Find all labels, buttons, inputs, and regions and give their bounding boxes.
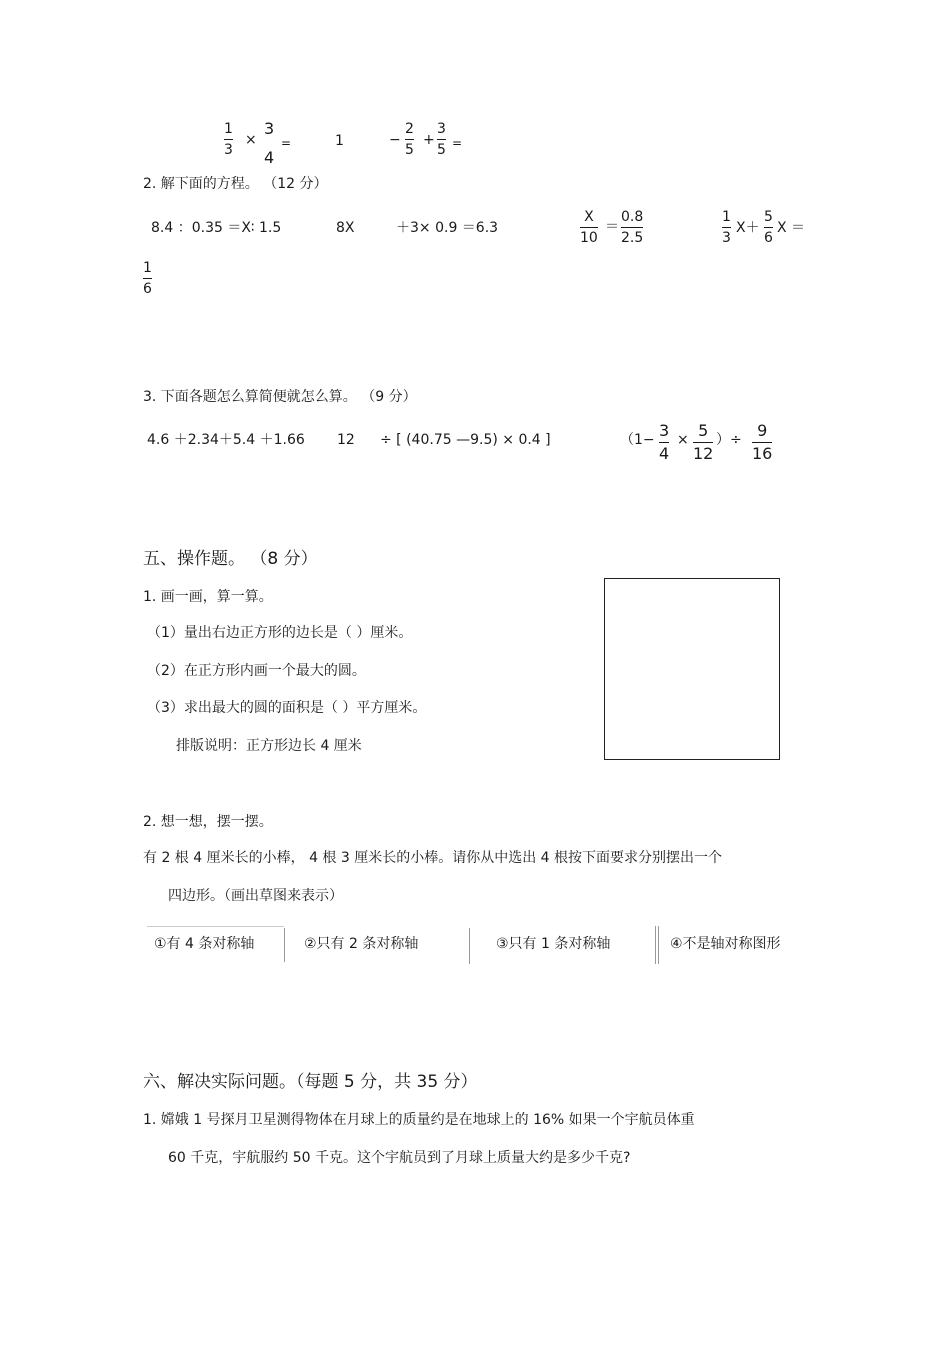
section-5-step-1: （1）量出右边正方形的边长是（ ）厘米。: [147, 625, 413, 641]
numerator: 9: [757, 421, 768, 440]
section-5-q2: 2. 想一想，摆一摆。: [143, 814, 273, 830]
table-divider: [284, 928, 285, 962]
numerator: 1: [224, 121, 233, 137]
fraction-x-10: [580, 210, 598, 245]
times-sign: ×: [245, 132, 257, 148]
problem-1-line-2: 60 千克，宇航服约 50 千克。这个宇航员到了月球上质量大约是多少千克?: [168, 1150, 631, 1166]
times-sign: ×: [677, 432, 689, 448]
denominator: 4: [264, 148, 275, 167]
fraction-0.8-2.5: [621, 210, 643, 245]
calc-2-expression: ÷ [ (40.75 —9.5) × 0.4 ]: [380, 432, 551, 448]
table-divider: [655, 926, 656, 964]
denominator: 3: [722, 230, 731, 246]
question-3-title: 3. 下面各题怎么算简便就怎么算。 （9 分）: [143, 389, 417, 405]
equals-sign: =: [281, 136, 292, 150]
denominator: 10: [580, 230, 598, 246]
plus-sign: +: [423, 132, 435, 148]
equation-4-part: X ＝: [777, 220, 806, 236]
fraction-1-3: [722, 210, 731, 245]
calc-1: 4.6 ＋2.34＋5.4 ＋1.66: [147, 432, 305, 448]
numerator: 3: [264, 119, 275, 138]
table-cell: ③只有 1 条对称轴: [496, 936, 611, 952]
numerator: 5: [764, 209, 773, 225]
table-cell: ④不是轴对称图形: [670, 936, 781, 952]
equation-4-part: X＋: [736, 220, 760, 236]
fraction-3-4: [659, 423, 669, 462]
problem-1-line-1: 1. 嫦娥 1 号探月卫星测得物体在月球上的质量约是在地球上的 16% 如果一个宇航员体重: [143, 1112, 695, 1128]
table-cell: ②只有 2 条对称轴: [304, 936, 419, 952]
fraction-3-5: [437, 122, 446, 157]
calc-3-close: ）÷: [716, 432, 742, 448]
numerator: 1: [722, 209, 731, 225]
numerator: 3: [659, 421, 670, 440]
section-5-q2-line-2: 四边形。（画出草图来表示）: [168, 888, 343, 904]
denominator: 5: [405, 142, 414, 158]
calc-2-number: 12: [337, 432, 355, 448]
denominator: 4: [659, 444, 670, 463]
denominator: 6: [764, 230, 773, 246]
table-divider: [469, 928, 470, 964]
table-cell: ①有 4 条对称轴: [154, 936, 255, 952]
equation-2-lhs: 8X: [336, 220, 355, 236]
equals-sign: ＝: [605, 219, 619, 235]
section-5-step-2: （2）在正方形内画一个最大的圆。: [147, 663, 366, 679]
numerator: 2: [405, 121, 414, 137]
section-5-title: 五、操作题。 （8 分）: [143, 549, 318, 569]
denominator: 2.5: [621, 230, 644, 246]
denominator: 3: [224, 142, 233, 158]
denominator: 16: [752, 444, 773, 463]
fraction-1-6: [143, 261, 152, 296]
numerator: 3: [437, 121, 446, 137]
fraction-5-12: [693, 423, 713, 462]
fraction-5-6: [764, 210, 773, 245]
equation-2-rhs: ＋3× 0.9 ＝6.3: [396, 220, 499, 236]
question-2-title: 2. 解下面的方程。 （12 分）: [143, 176, 328, 192]
table-divider: [658, 926, 659, 964]
layout-note: 排版说明：正方形边长 4 厘米: [176, 738, 362, 754]
denominator: 5: [437, 142, 446, 158]
equals-sign: =: [452, 136, 463, 150]
numerator: 0.8: [621, 209, 644, 225]
numerator: 5: [698, 421, 709, 440]
denominator: 6: [143, 281, 152, 297]
denominator: 12: [693, 444, 714, 463]
number-one: 1: [335, 133, 344, 149]
section-6-title: 六、解决实际问题。（每题 5 分，共 35 分）: [143, 1072, 478, 1092]
section-5-q2-line-1: 有 2 根 4 厘米长的小棒， 4 根 3 厘米长的小棒。请你从中选出 4 根按下面要求分别摆出一个: [143, 850, 723, 866]
fraction-3-4: [264, 121, 274, 166]
fraction-2-5: [405, 122, 414, 157]
square-figure: [604, 578, 780, 760]
equation-1: 8.4 ：0.35 ＝X∶ 1.5: [151, 220, 282, 236]
numerator: X: [584, 209, 594, 225]
section-5-q1: 1. 画一画，算一算。: [143, 589, 273, 605]
numerator: 1: [143, 260, 152, 276]
calc-3-open: （1−: [620, 432, 655, 448]
table-top-rule: [147, 926, 284, 927]
fraction-1-3: [224, 122, 233, 157]
minus-sign: −: [389, 132, 401, 148]
fraction-9-16: [752, 423, 772, 462]
section-5-step-3: （3）求出最大的圆的面积是（ ）平方厘米。: [147, 700, 427, 716]
